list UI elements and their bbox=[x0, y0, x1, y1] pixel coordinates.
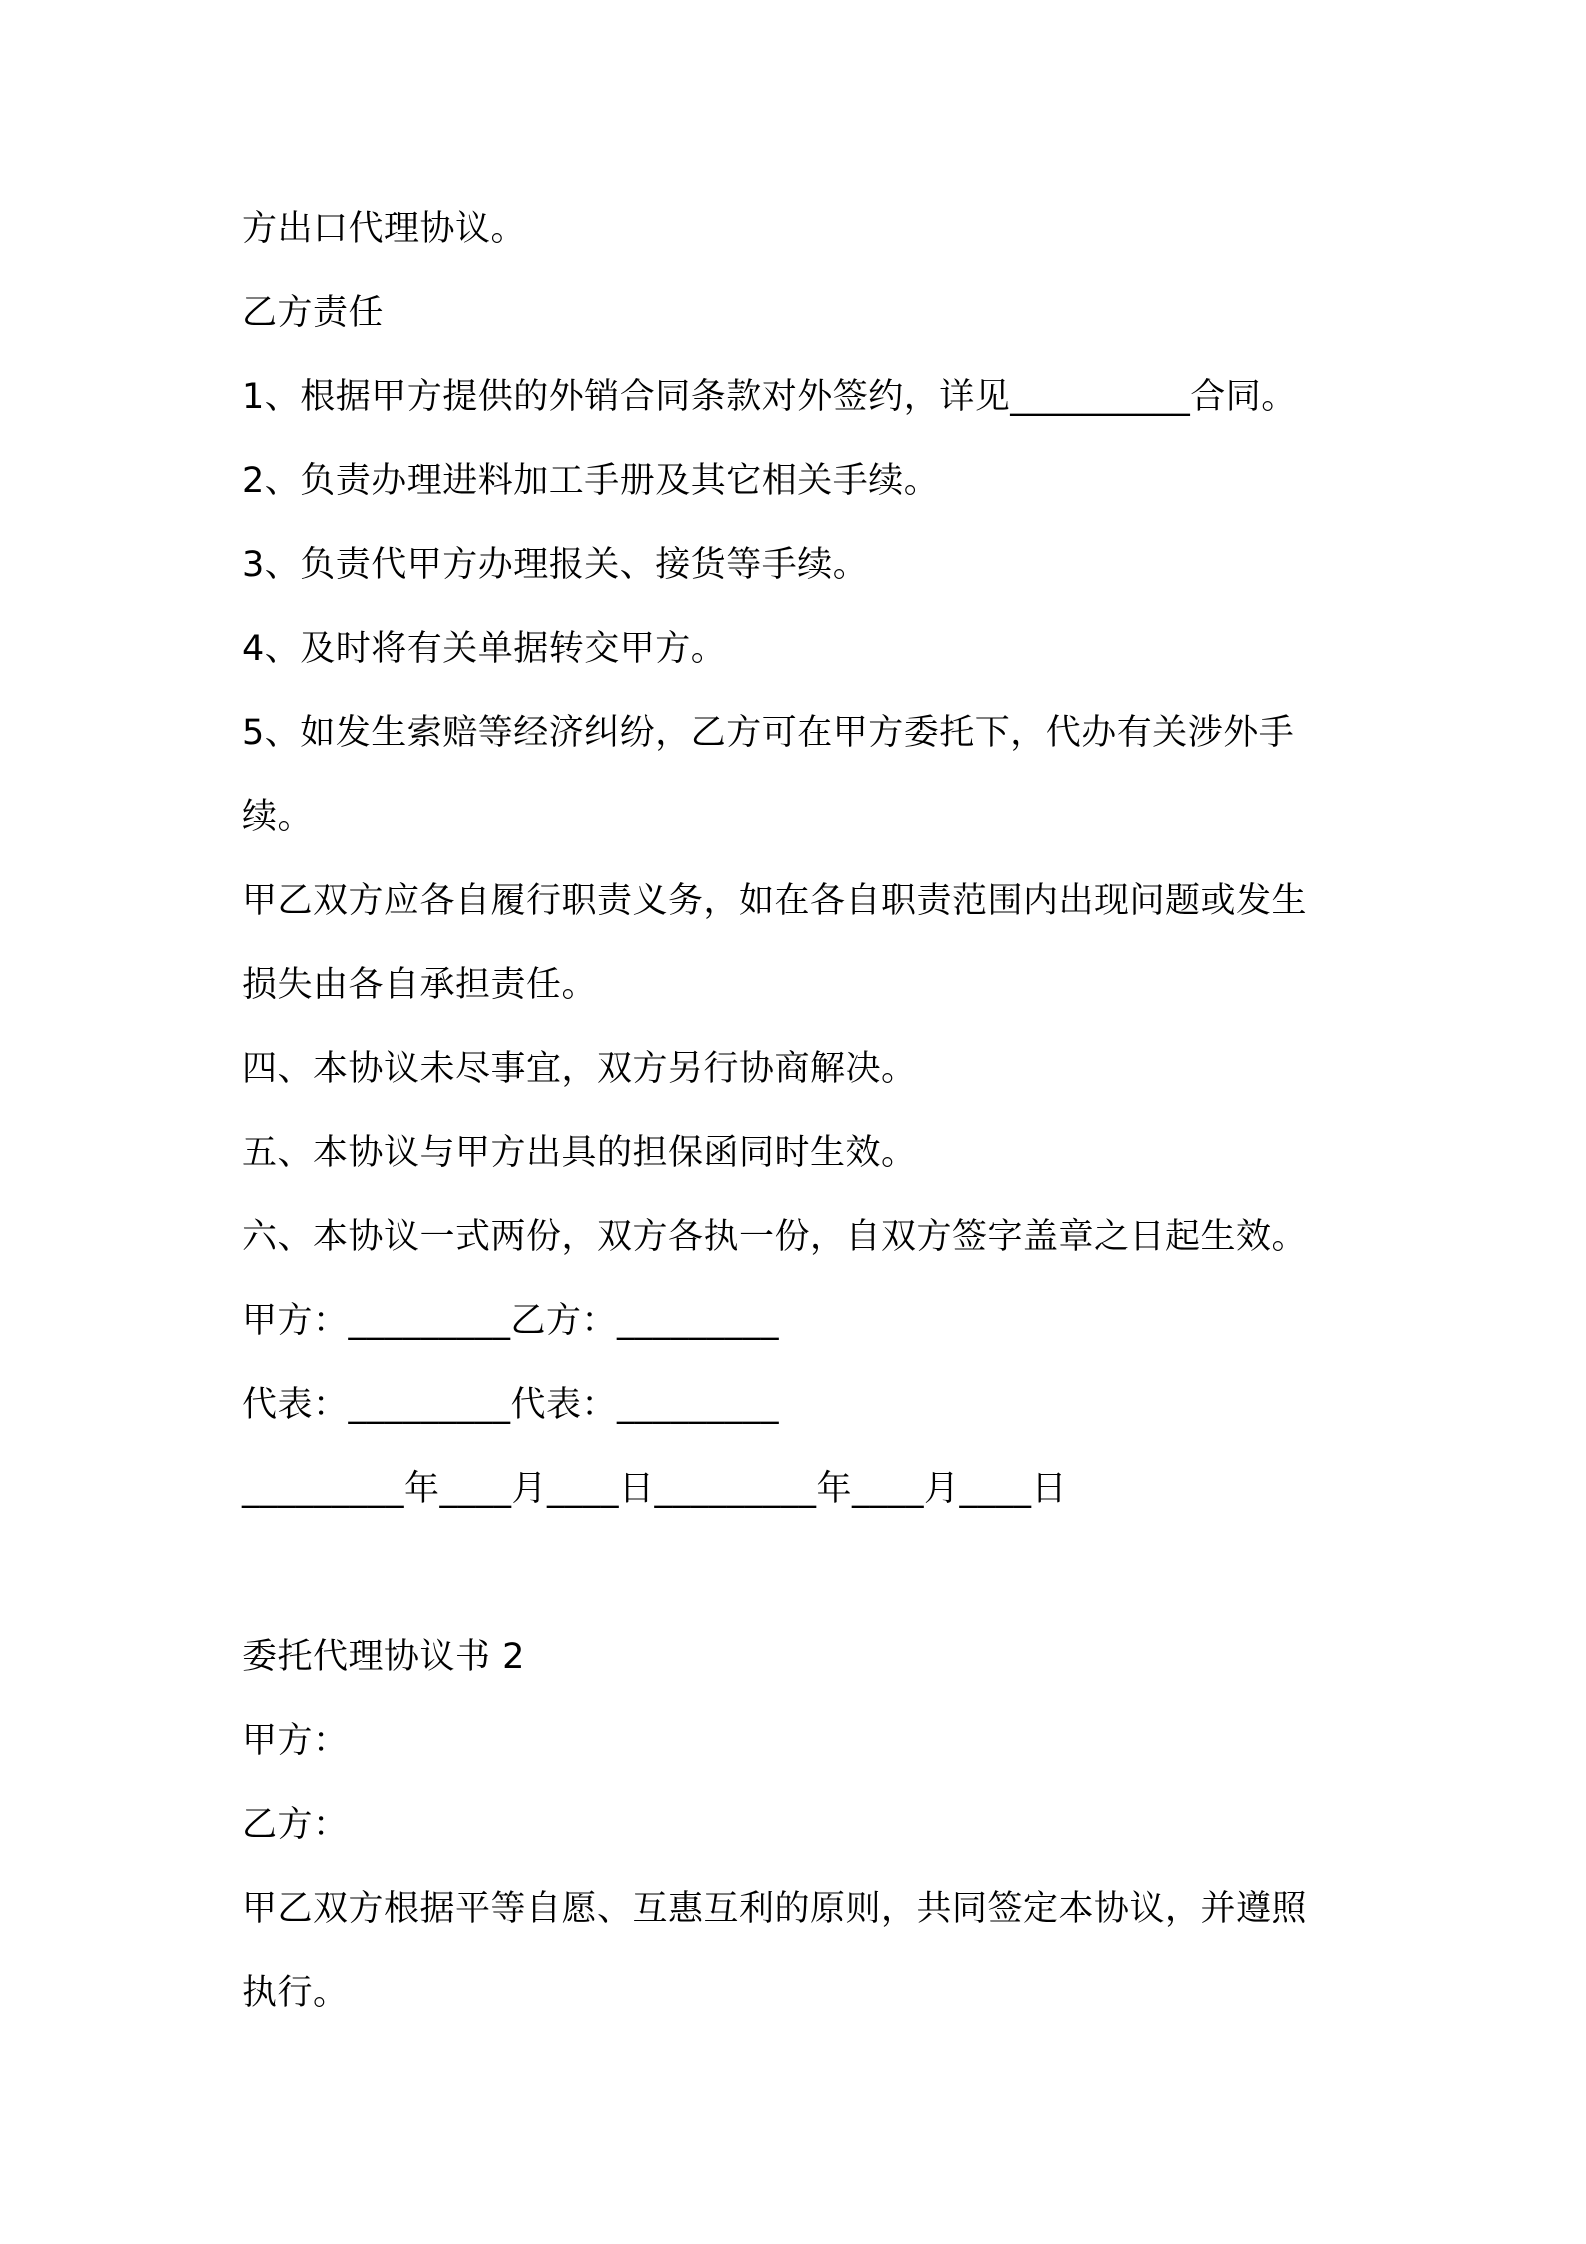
list-item-5-continuation: 续。 bbox=[242, 797, 314, 837]
list-item-5: 5、如发生索赔等经济纠纷，乙方可在甲方委托下，代办有关涉外手 bbox=[242, 713, 1295, 753]
preamble-paragraph: 甲乙双方根据平等自愿、互惠互利的原则，共同签定本协议，并遵照 bbox=[242, 1889, 1308, 1929]
list-item-2: 2、负责办理进料加工手册及其它相关手续。 bbox=[242, 461, 940, 501]
section-heading-party-b-duties: 乙方责任 bbox=[242, 293, 385, 333]
party-b-label: 乙方： bbox=[242, 1805, 349, 1845]
clause-5: 五、本协议与甲方出具的担保函同时生效。 bbox=[242, 1133, 917, 1173]
paragraph-responsibility-continuation: 损失由各自承担责任。 bbox=[242, 965, 598, 1005]
paragraph-responsibility: 甲乙双方应各自履行职责义务，如在各自职责范围内出现问题或发生 bbox=[242, 881, 1308, 921]
signature-parties-line: 甲方：_________乙方：_________ bbox=[242, 1301, 780, 1341]
list-item-4: 4、及时将有关单据转交甲方。 bbox=[242, 629, 727, 669]
clause-4: 四、本协议未尽事宜，双方另行协商解决。 bbox=[242, 1049, 917, 1089]
paragraph-continuation: 方出口代理协议。 bbox=[242, 209, 527, 249]
list-item-3: 3、负责代甲方办理报关、接货等手续。 bbox=[242, 545, 869, 585]
clause-6: 六、本协议一式两份，双方各执一份，自双方签字盖章之日起生效。 bbox=[242, 1217, 1308, 1257]
signature-representatives-line: 代表：_________代表：_________ bbox=[242, 1385, 780, 1425]
document-title-2: 委托代理协议书 2 bbox=[242, 1637, 525, 1677]
signature-dates-line: _________年____月____日_________年____月____日 bbox=[242, 1469, 1068, 1509]
party-a-label: 甲方： bbox=[242, 1721, 349, 1761]
preamble-paragraph-continuation: 执行。 bbox=[242, 1973, 349, 2013]
list-item-1: 1、根据甲方提供的外销合同条款对外签约，详见__________合同。 bbox=[242, 377, 1297, 417]
